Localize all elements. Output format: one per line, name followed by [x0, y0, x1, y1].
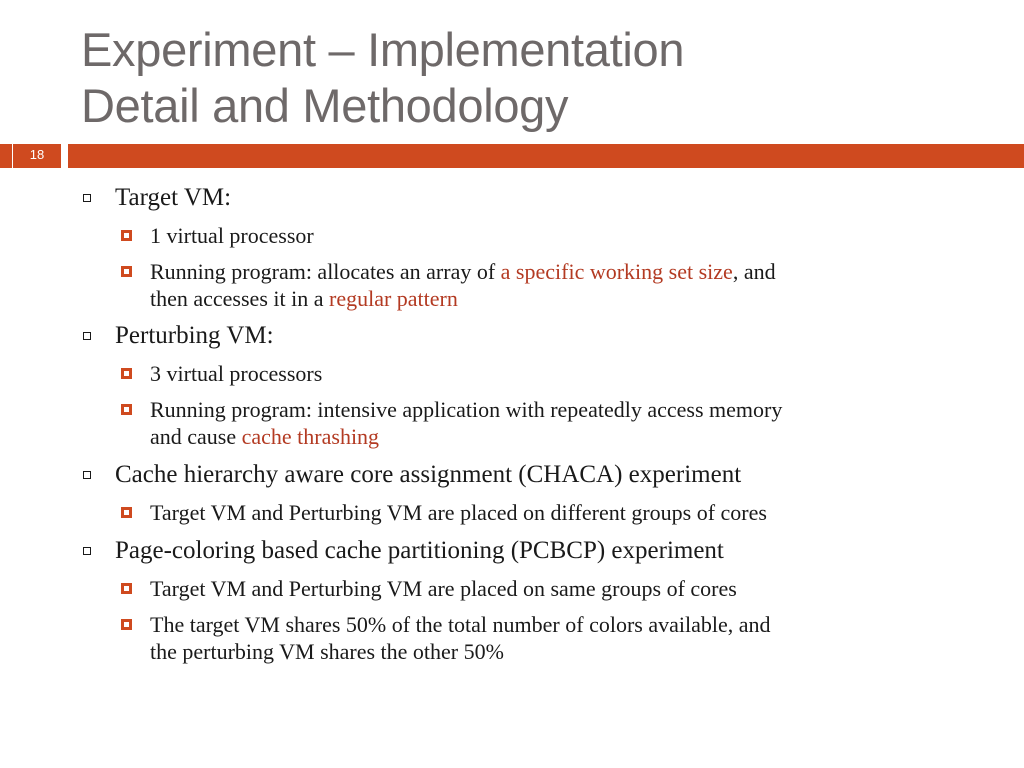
sub-bullet-text: then accesses it in a	[150, 286, 329, 311]
sub-bullet-text: and cause	[150, 424, 242, 449]
sub-bullet-text: Running program: allocates an array of	[150, 259, 501, 284]
square-bullet-icon	[121, 404, 132, 415]
square-bullet-icon	[121, 368, 132, 379]
accent-bar-right	[68, 144, 1024, 168]
sub-bullet-perturbing-vm-program	[150, 396, 980, 450]
title-line-1: Experiment – Implementation	[81, 23, 685, 76]
sub-bullet-text: the perturbing VM shares the other 50%	[150, 639, 504, 664]
bullet-chaca	[115, 460, 741, 490]
square-bullet-icon	[121, 619, 132, 630]
highlight-working-set: a specific working set size	[500, 259, 733, 284]
sub-bullet-text: 3 virtual processors	[150, 361, 323, 386]
hollow-square-bullet-icon	[83, 194, 91, 202]
sub-bullet-target-vm-processor	[150, 222, 980, 249]
highlight-regular-pattern: regular pattern	[329, 286, 458, 311]
hollow-square-bullet-icon	[83, 471, 91, 479]
bullet-label: Cache hierarchy aware core assignment (CHACA) experiment	[115, 461, 742, 488]
square-bullet-icon	[121, 266, 132, 277]
highlight-cache-thrashing: cache thrashing	[241, 424, 380, 449]
sub-bullet-pcbcp-colors	[150, 611, 980, 665]
bullet-perturbing-vm	[115, 321, 274, 351]
sub-bullet-text: , and	[732, 259, 776, 284]
bullet-label: Page-coloring based cache partitioning (PCBCP) experiment	[115, 537, 724, 564]
sub-bullet-target-vm-program	[150, 258, 980, 312]
sub-bullet-text: 1 virtual processor	[150, 223, 314, 248]
bullet-pcbcp	[115, 536, 724, 566]
square-bullet-icon	[121, 230, 132, 241]
slide-title	[81, 22, 981, 134]
sub-bullet-chaca-placement	[150, 499, 980, 526]
bullet-target-vm	[115, 183, 231, 213]
bullet-label: Perturbing VM:	[115, 322, 274, 349]
sub-bullet-text: The target VM shares 50% of the total number of colors available, and	[150, 612, 771, 637]
slide-number: 18	[13, 144, 61, 168]
sub-bullet-text: Running program: intensive application with repeatedly access memory	[150, 397, 783, 422]
sub-bullet-pcbcp-placement	[150, 575, 980, 602]
square-bullet-icon	[121, 507, 132, 518]
bullet-label: Target VM:	[115, 184, 232, 211]
hollow-square-bullet-icon	[83, 547, 91, 555]
sub-bullet-perturbing-vm-processors	[150, 360, 980, 387]
accent-bar-left	[0, 144, 12, 168]
hollow-square-bullet-icon	[83, 332, 91, 340]
title-line-2: Detail and Methodology	[81, 79, 569, 132]
square-bullet-icon	[121, 583, 132, 594]
sub-bullet-text: Target VM and Perturbing VM are placed on different groups of cores	[150, 500, 767, 525]
sub-bullet-text: Target VM and Perturbing VM are placed on same groups of cores	[150, 576, 737, 601]
